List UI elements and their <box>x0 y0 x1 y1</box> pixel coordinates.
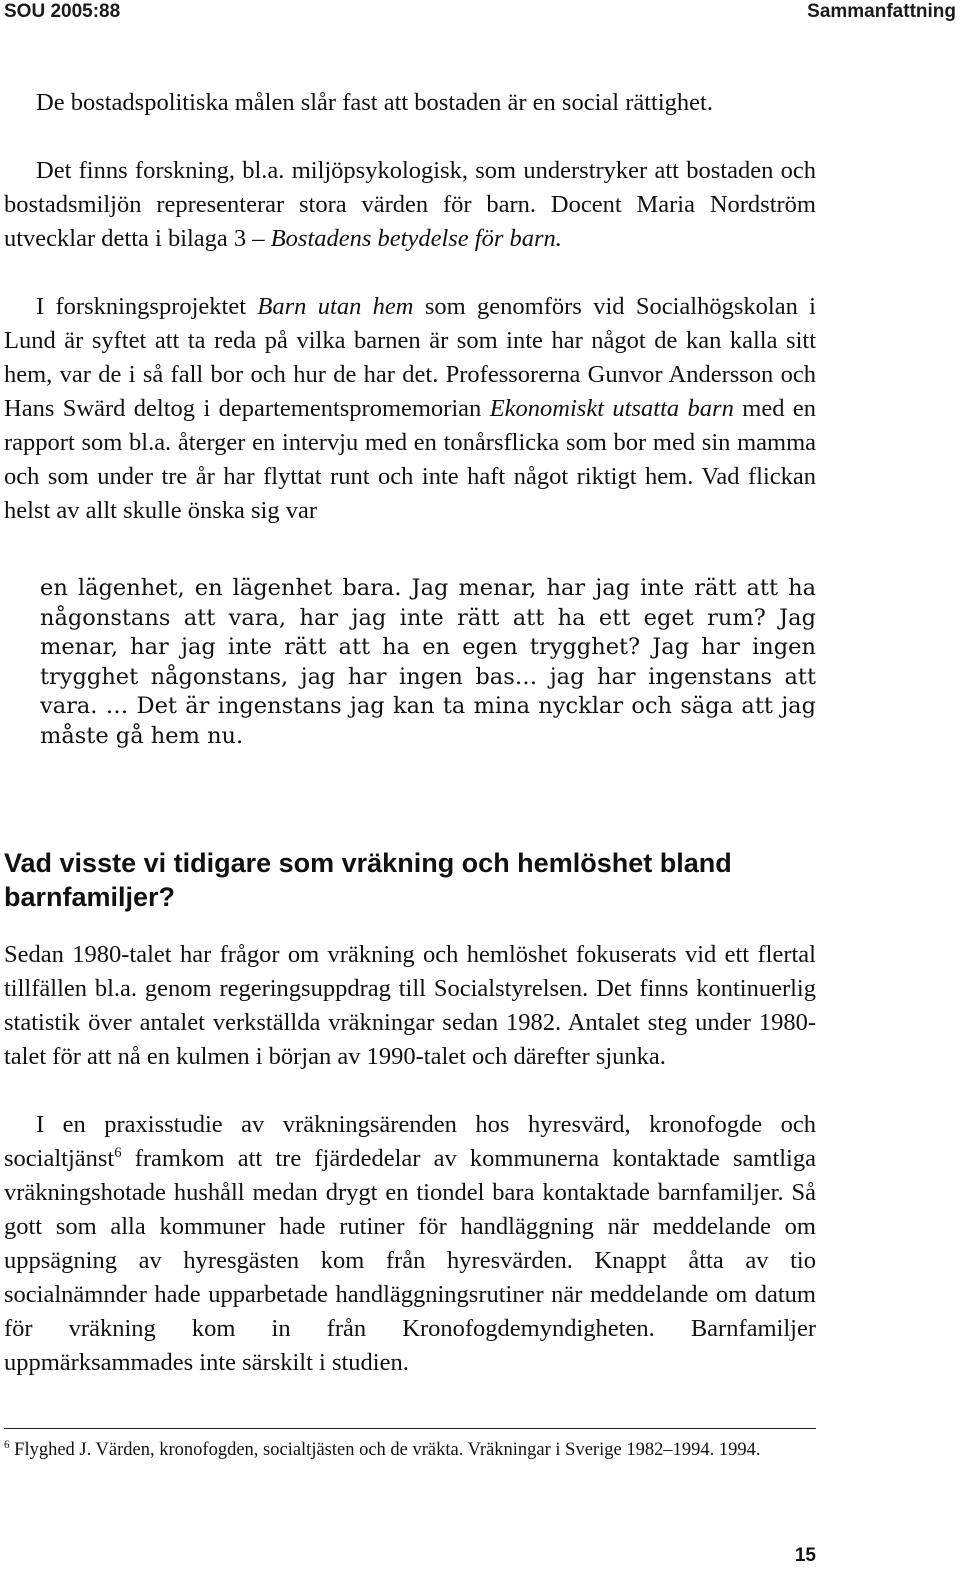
footnote-number: 6 <box>4 1438 10 1451</box>
footnote <box>4 1438 816 1463</box>
footnote-divider <box>4 1428 816 1429</box>
paragraph-project <box>4 290 816 528</box>
running-header-left: SOU 2005:88 <box>4 1 121 22</box>
running-header-right: Sammanfattning <box>807 1 956 22</box>
interview-quote: en lägenhet, en lägenhet bara. Jag menar, har jag inte rätt att ha någonstans att vara, har jag inte rätt att ha ett eget rum? Jag menar, har jag inte rätt att ha en egen trygghet? Jag har ingen trygghet någonstans, jag har ingen bas… jag har ingenstans att vara. … Det är ingenstans jag kan ta mina nycklar och säga att jag måste gå hem nu. <box>40 575 816 749</box>
italic-title: Bostadens betydelse för barn. <box>270 225 562 252</box>
text-run: med en rapport som bl.a. återger en intervju med en tonårsflicka som bor med sin mamma och som under tre år har flyttat runt och inte haft något riktigt hem. Vad flickan helst av allt skulle önska sig var <box>4 395 816 524</box>
italic-memo-title: Ekonomiskt utsatta barn <box>489 395 734 422</box>
paragraph-study <box>4 1108 816 1380</box>
text-run: I forskningsprojektet <box>36 293 258 320</box>
paragraph-research <box>4 154 816 256</box>
text-run: I en praxisstudie av vräkningsärenden hos hyresvärd, kronofogde och socialtjänst <box>4 1111 816 1172</box>
text-run: framkom att tre fjärdedelar av kommunerna kontaktade samtliga vräkningshotade hushåll medan drygt en tiondel bara kontaktade barnfamiljer. Så gott som alla kommuner hade rutiner för handläggning när meddelande om uppsägning av hyresgästen kom från hyresvärden. Knappt åtta av tio socialnämnder hade upparbetade handläggningsrutiner när meddelande om datum för vräkning kom in från Kronofogdemyndigheten. Barnfamiljer uppmärksammades inte särskilt i studien. <box>4 1145 816 1376</box>
paragraph-housing-right: De bostadspolitiska målen slår fast att bostaden är en social rättighet. <box>36 89 713 116</box>
text-run: Det finns forskning, bl.a. miljöpsykologisk, som understryker att bostaden och bostadsmiljön representerar stora värden för barn. Docent Maria Nordström utvecklar detta i bilaga 3 – <box>4 157 816 252</box>
footnote-text: Flyghed J. Värden, kronofogden, socialtjästen och de vräkta. Vräkningar i Sverige 1982–1994. 1994. <box>9 1440 761 1460</box>
page-number: 15 <box>794 1545 816 1566</box>
paragraph-history: Sedan 1980-talet har frågor om vräkning och hemlöshet fokuserats vid ett flertal tillfällen bl.a. genom regeringsuppdrag till Socialstyrelsen. Det finns kontinuerlig statistik över antalet verkställda vräkningar sedan 1982. Antalet steg under 1980-talet för att nå en kulmen i början av 1990-talet och därefter sjunka. <box>4 941 816 1070</box>
section-heading: Vad visste vi tidigare som vräkning och hemlöshet bland barnfamiljer? <box>4 848 732 912</box>
footnote-ref: 6 <box>114 1144 122 1161</box>
text-run: som genomförs vid Socialhögskolan i Lund är syftet att ta reda på vilka barnen är som inte har något de kan kalla sitt hem, var de i så fall bor och hur de har det. Professorerna Gunvor Andersson och Hans Swärd deltog i departementspromemorian <box>4 293 816 422</box>
italic-project-title: Barn utan hem <box>257 293 414 320</box>
